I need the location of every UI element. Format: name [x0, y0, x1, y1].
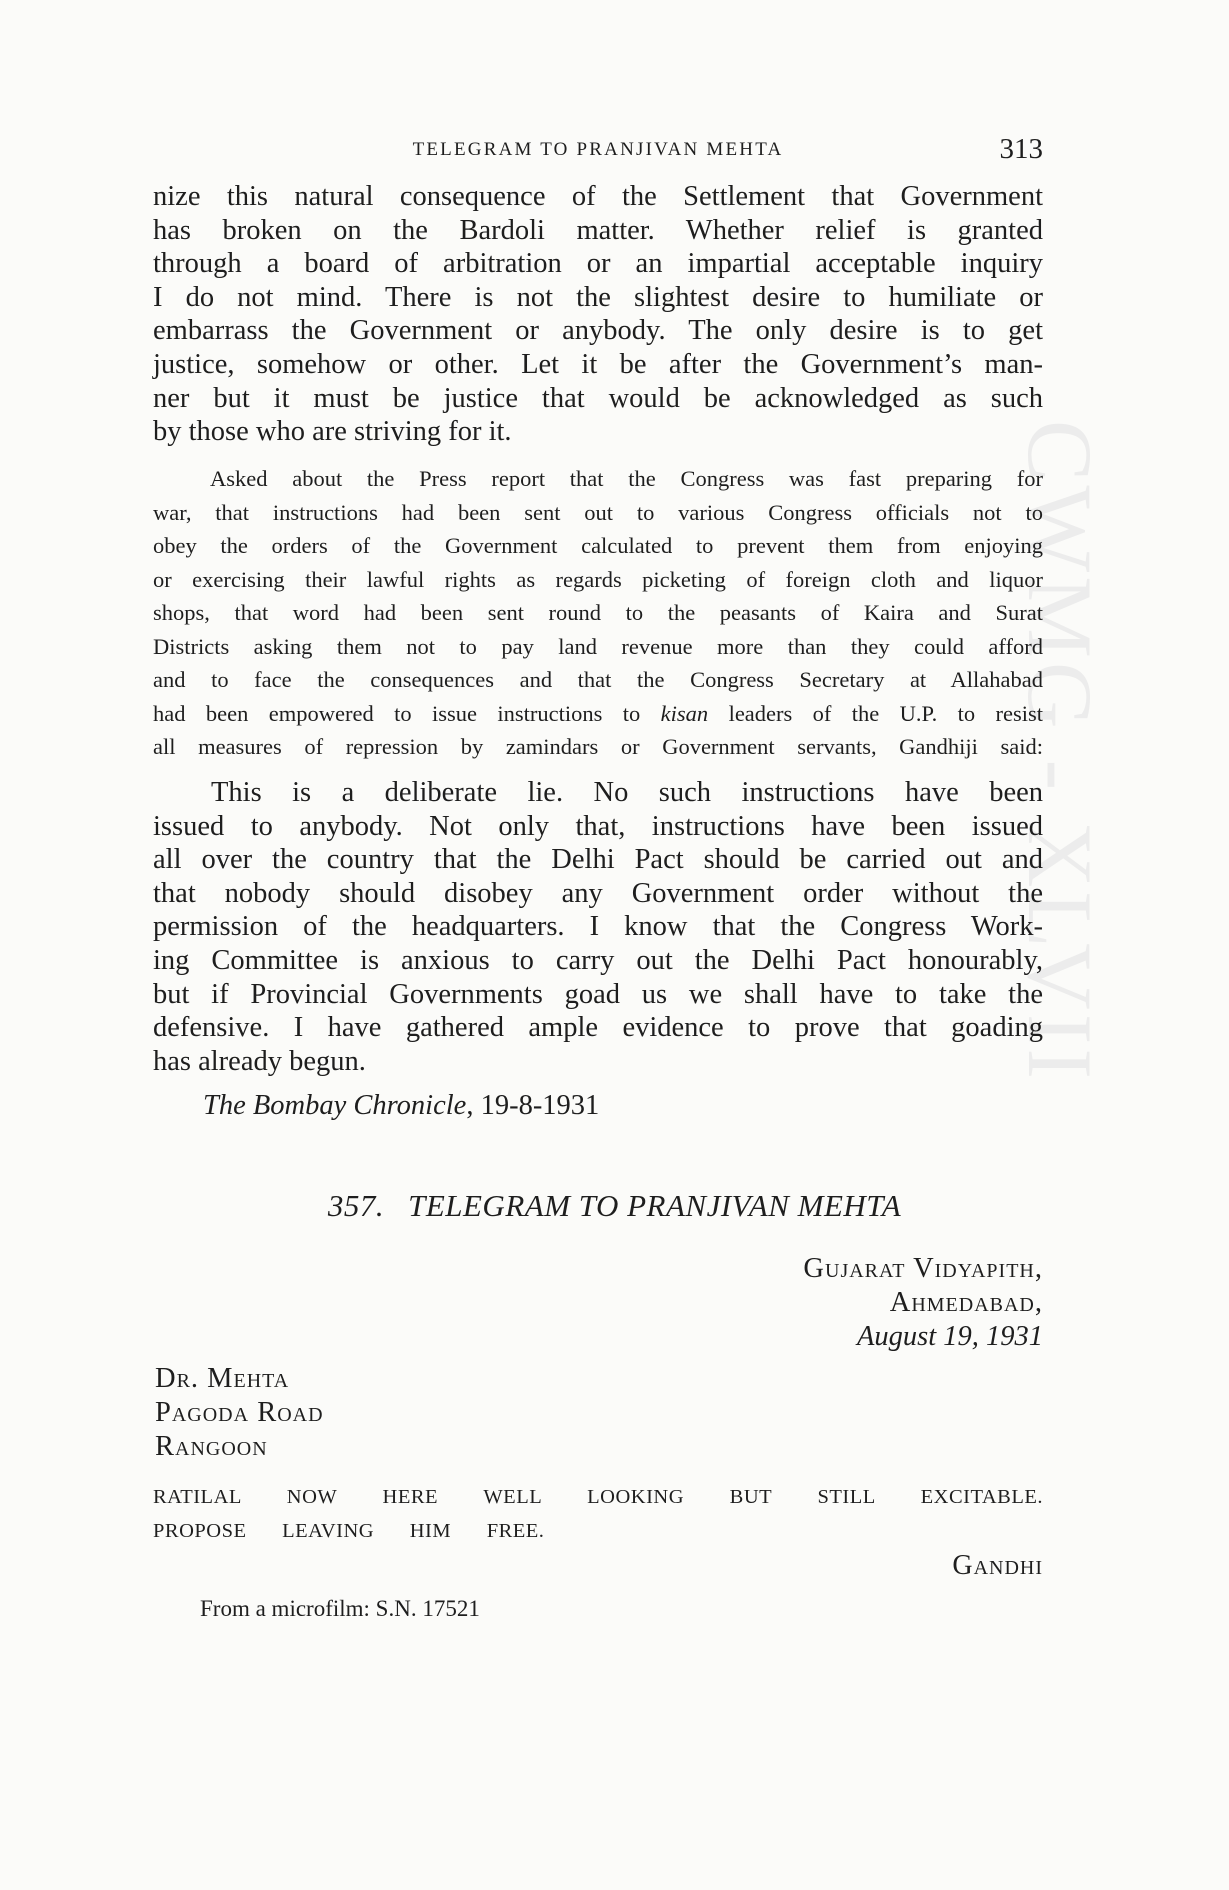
text-line: nize this natural consequence of the Settlement that Government	[153, 181, 1043, 212]
text-line: that nobody should disobey any Government order without the	[153, 877, 1043, 909]
section-heading	[0, 1188, 1229, 1224]
text-line: embarrass the Government or anybody. The only desire is to get	[153, 315, 1043, 347]
addressee-city: Rangoon	[155, 1431, 268, 1462]
text-line: or exercising their lawful rights as regards picketing of foreign cloth and liquor	[153, 566, 1043, 592]
text-line: all measures of repression by zamindars or Government servants, Gandhiji said:	[153, 734, 1043, 759]
running-title: TELEGRAM TO PRANJIVAN MEHTA	[412, 139, 784, 160]
running-head	[153, 133, 1043, 173]
sender-line: Gujarat Vidyapith,	[803, 1253, 1043, 1284]
text-line: by those who are striving for it.	[153, 416, 512, 448]
section-number: 357.	[327, 1188, 385, 1223]
source-citation	[203, 1090, 599, 1122]
text-line: all over the country that the Delhi Pact should be carried out and	[153, 844, 1043, 876]
addressee-name: Dr. Mehta	[155, 1363, 290, 1394]
sender-address	[803, 1252, 1043, 1354]
paragraph-question	[153, 462, 1043, 764]
text-line: permission of the headquarters. I know that the Congress Work-	[153, 911, 1043, 943]
section-title: TELEGRAM TO PRANJIVAN MEHTA	[408, 1188, 902, 1223]
addressee-street: Pagoda Road	[155, 1397, 324, 1428]
sender-line: Ahmedabad,	[889, 1287, 1043, 1318]
text-line: defensive. I have gathered ample evidence to prove that goading	[153, 1012, 1043, 1044]
text-line: Districts asking them not to pay land revenue more than they could afford	[153, 633, 1043, 659]
text-line: Asked about the Press report that the Congress was fast preparing for	[210, 466, 1043, 491]
microfilm-source: From a microfilm: S.N. 17521	[200, 1596, 480, 1621]
telegram-line: RATILAL NOW HERE WELL LOOKING BUT STILL EXCITABLE.	[153, 1486, 1043, 1508]
paragraph-reply	[153, 180, 1043, 449]
publication-title: The Bombay Chronicle	[203, 1090, 467, 1121]
text-line: obey the orders of the Government calculated to prevent them from enjoying	[153, 533, 1043, 558]
page-number: 313	[999, 133, 1043, 165]
signature: Gandhi	[952, 1550, 1043, 1581]
addressee-block	[155, 1362, 324, 1464]
publication-date: , 19-8-1931	[466, 1090, 600, 1121]
telegram-line: PROPOSE LEAVING HIM FREE.	[153, 1520, 545, 1542]
letter-date: August 19, 1931	[856, 1321, 1043, 1352]
watermark-text: CWMG - XLVII	[1009, 420, 1111, 1083]
text-line: I do not mind. There is not the slightest desire to humiliate or	[153, 281, 1043, 313]
paragraph-statement	[153, 776, 1043, 1078]
telegram-body	[153, 1480, 1043, 1548]
italic-term: kisan	[660, 700, 709, 726]
text-line: but if Provincial Governments goad us we shall have to take the	[153, 978, 1043, 1010]
text-line: ner but it must be justice that would be acknowledged as such	[153, 382, 1043, 414]
text-line: has broken on the Bardoli matter. Whether relief is granted	[153, 214, 1043, 246]
text-line: through a board of arbitration or an impartial acceptable inquiry	[153, 248, 1043, 280]
text-line: and to face the consequences and that the Congress Secretary at Allahabad	[153, 667, 1043, 692]
text-line: issued to anybody. Not only that, instructions have been issued	[153, 810, 1043, 842]
text-line: shops, that word had been sent round to the peasants of Kaira and Surat	[153, 600, 1043, 625]
text-line: This is a deliberate lie. No such instructions have been	[211, 777, 1043, 808]
text-line: war, that instructions had been sent out to various Congress officials not to	[153, 499, 1043, 525]
text-line: ing Committee is anxious to carry out the Delhi Pact honourably,	[153, 944, 1043, 976]
text-line: had been empowered to issue instructions to kisan leaders of the U.P. to resist	[153, 700, 1043, 726]
text-line: justice, somehow or other. Let it be after the Government’s man-	[153, 348, 1043, 380]
text-line: has already begun.	[153, 1045, 366, 1077]
